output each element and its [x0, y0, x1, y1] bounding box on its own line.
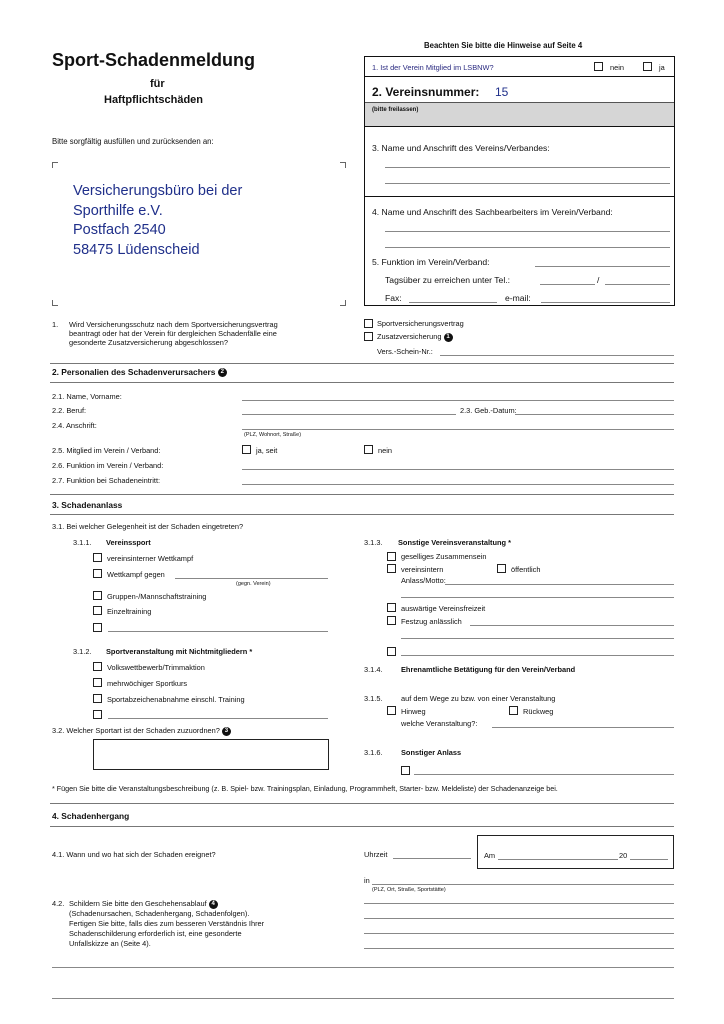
narrative-field-line-1[interactable]: [364, 903, 674, 904]
narrative-field-line-2[interactable]: [364, 918, 674, 919]
section-2-top-rule: [50, 363, 674, 364]
narrative-line-4: Schadenschilderung erforderlich ist, eine gesonderte: [69, 929, 242, 938]
birthdate-label: 2.3. Geb.-Datum:: [460, 406, 517, 415]
clerk-label: 4. Name und Anschrift des Sachbearbeiters im Verein/Verband:: [372, 207, 613, 217]
section-4-top-rule: [50, 803, 674, 804]
sport-badge-label: Sportabzeichenabnahme einschl. Training: [107, 695, 245, 704]
club-trip-label: auswärtige Vereinsfreizeit: [401, 604, 486, 613]
q1-row: [365, 57, 674, 77]
club-number-value: 15: [495, 85, 509, 99]
social-checkbox[interactable]: [387, 552, 396, 561]
parade-line: [470, 625, 674, 626]
s316-title: Sonstiger Anlass: [401, 748, 462, 757]
section-4-title: 4. Schadenhergang: [52, 811, 130, 821]
club-intern-label: vereinsintern: [401, 565, 444, 574]
public-label: öffentlich: [511, 565, 541, 574]
sport-type-text: 3.2. Welcher Sportart ist der Schaden zuzuordnen?: [52, 726, 220, 735]
s312-title: Sportveranstaltung mit Nichtmitgliedern *: [106, 647, 253, 656]
year-line: [630, 859, 668, 860]
which-event-line: [492, 727, 674, 728]
function-label: 5. Funktion im Verein/Verband:: [372, 257, 490, 267]
address-label: 2.4. Anschrift:: [52, 421, 97, 430]
team-training-checkbox[interactable]: [93, 591, 102, 600]
date-on-label: Am: [484, 851, 496, 860]
club-number-label: 2. Vereinsnummer:: [372, 85, 480, 99]
way-out-label: Hinweg: [401, 707, 426, 716]
narrative-line-2: (Schadenursachen, Schadenhergang, Schadenfolgen).: [69, 909, 250, 918]
parade-line-2: [401, 638, 674, 639]
extra-insurance-checkbox[interactable]: [364, 332, 373, 341]
opponent-note: (gegn. Verein): [236, 581, 271, 587]
s316-num: 3.1.6.: [364, 748, 383, 757]
address-corner-tr: [340, 162, 346, 168]
s311-other-checkbox[interactable]: [93, 623, 102, 632]
s313-title: Sonstige Vereinsveranstaltung *: [398, 538, 511, 547]
address-corner-bl: [52, 300, 58, 306]
date-line: [498, 859, 618, 860]
s313-num: 3.1.3.: [364, 538, 383, 547]
q1-no-label: nein: [610, 63, 624, 72]
sport-contract-checkbox[interactable]: [364, 319, 373, 328]
section-2-title: [52, 367, 227, 377]
s313-other-line: [401, 655, 674, 656]
q1-question: 1. Ist der Verein Mitglied im LSBNW?: [372, 63, 494, 72]
phone-slash: /: [597, 275, 600, 285]
opponent-line: [175, 578, 328, 579]
club-number-row: [365, 77, 674, 127]
extra-insurance-label: [377, 332, 453, 342]
profession-line: [242, 414, 456, 415]
narrative-field-line-3[interactable]: [364, 933, 674, 934]
competition-against-label: Wettkampf gegen: [107, 570, 165, 579]
phone-line-2: [605, 284, 670, 285]
which-event-label: welche Veranstaltung?:: [401, 719, 478, 728]
parade-label: Festzug anlässlich: [401, 617, 462, 626]
policy-line: [440, 355, 674, 356]
parade-checkbox[interactable]: [387, 616, 396, 625]
club-internal-label: vereinsinterner Wettkampf: [107, 554, 194, 563]
fax-line: [409, 302, 497, 303]
s311-title: Vereinssport: [106, 538, 151, 547]
motto-line-2: [401, 597, 674, 598]
clerk-line-1: [385, 231, 670, 232]
email-line: [541, 302, 670, 303]
section-2-title-text: 2. Personalien des Schadenverursachers: [52, 367, 216, 377]
single-training-label: Einzeltraining: [107, 607, 152, 616]
s313-other-checkbox[interactable]: [387, 647, 396, 656]
s316-line: [414, 774, 674, 775]
fax-label: Fax:: [385, 293, 402, 303]
note-4-icon: 4: [209, 900, 218, 909]
narrative-text-1: Schildern Sie bitte den Geschehensablauf: [69, 899, 207, 908]
section-3-bottom-rule: [50, 514, 674, 515]
function-line: [535, 266, 670, 267]
member-no-label: nein: [378, 446, 392, 455]
narrative-line-1: [69, 899, 218, 909]
s314-num: 3.1.4.: [364, 665, 383, 674]
insurance-q-2: beantragt oder hat der Verein für dergleichen Schadenfälle eine: [69, 329, 277, 338]
q1-yes-label: ja: [659, 63, 665, 72]
motto-line: [445, 584, 674, 585]
way-out-checkbox[interactable]: [387, 706, 396, 715]
policy-label: Vers.-Schein-Nr.:: [377, 347, 433, 356]
date-year-label: 20: [619, 851, 628, 860]
note-3-icon: 3: [222, 727, 231, 736]
email-label: e-mail:: [505, 293, 531, 303]
s311-other-line: [108, 631, 328, 632]
trim-action-label: Volkswettbewerb/Trimmaktion: [107, 663, 205, 672]
name-line: [242, 400, 674, 401]
narrative-line-3: Fertigen Sie bitte, falls dies zum besseren Verständnis Ihrer: [69, 919, 265, 928]
club-intern-checkbox[interactable]: [387, 564, 396, 573]
s316-checkbox[interactable]: [401, 766, 410, 775]
trim-action-checkbox[interactable]: [93, 662, 102, 671]
note-2-icon: 2: [218, 368, 227, 377]
clerk-line-2: [385, 247, 670, 248]
time-label: Uhrzeit: [364, 850, 388, 859]
section-4-bottom-rule: [50, 826, 674, 827]
s312-other-line: [108, 718, 328, 719]
club-function-label: 2.6. Funktion im Verein / Verband:: [52, 461, 164, 470]
sport-type-question: [52, 726, 231, 736]
club-name-label: 3. Name und Anschrift des Vereins/Verbandes:: [372, 143, 550, 153]
clerk-row: [365, 197, 674, 307]
phone-line-1: [540, 284, 595, 285]
club-name-line-1: [385, 167, 670, 168]
form-subtitle-for: für: [150, 78, 165, 90]
incident-function-line: [242, 484, 674, 485]
form-subtitle: Haftpflichtschäden: [104, 94, 204, 106]
when-where-label: 4.1. Wann und wo hat sich der Schaden ereignet?: [52, 850, 216, 859]
recipient-address: [73, 182, 242, 260]
extra-insurance-text: Zusatzversicherung: [377, 332, 442, 341]
competition-against-checkbox[interactable]: [93, 569, 102, 578]
s312-num: 3.1.2.: [73, 647, 92, 656]
narrative-num: 4.2.: [52, 899, 65, 908]
section-3-top-rule: [50, 494, 674, 495]
address-note: (PLZ, Wohnort, Straße): [244, 432, 302, 438]
member-no-checkbox[interactable]: [364, 445, 373, 454]
single-training-checkbox[interactable]: [93, 606, 102, 615]
date-box: [477, 835, 674, 869]
address-line: [242, 429, 674, 430]
member-yes-label: ja, seit: [256, 446, 278, 455]
motto-label: Anlass/Motto:: [401, 576, 446, 585]
insurance-q-1: Wird Versicherungsschutz nach dem Sportversicherungsvertrag: [69, 320, 278, 329]
member-yes-checkbox[interactable]: [242, 445, 251, 454]
name-label: 2.1. Name, Vorname:: [52, 392, 122, 401]
insurance-num: 1.: [52, 320, 59, 329]
place-line: [372, 884, 674, 885]
sport-badge-checkbox[interactable]: [93, 694, 102, 703]
club-function-line: [242, 469, 674, 470]
time-line: [393, 858, 471, 859]
incident-function-label: 2.7. Funktion bei Schadeneintritt:: [52, 476, 161, 485]
address-line-3: Postfach 2540: [73, 222, 166, 239]
public-checkbox[interactable]: [497, 564, 506, 573]
q1-no-checkbox[interactable]: [594, 62, 603, 71]
occasion-question: 3.1. Bei welcher Gelegenheit ist der Schaden eingetreten?: [52, 522, 244, 531]
birthdate-line: [515, 414, 674, 415]
narrative-field-line-6[interactable]: [52, 998, 674, 999]
form-title: Sport-Schadenmeldung: [52, 50, 256, 70]
club-number-note: (bitte freilassen): [372, 107, 419, 113]
address-line-2: Sporthilfe e.V.: [73, 202, 163, 219]
note-1-icon: 1: [444, 333, 453, 342]
address-line-1: Versicherungsbüro bei der: [73, 183, 243, 199]
sport-contract-label: Sportversicherungsvertrag: [377, 319, 464, 328]
address-line-4: 58475 Lüdenscheid: [73, 241, 200, 258]
club-name-line-2: [385, 183, 670, 184]
s315-title: auf dem Wege zu bzw. von einer Veranstaltung: [401, 694, 556, 703]
insurance-q-3: gesonderte Zusatzversicherung abgeschlossen?: [69, 338, 228, 347]
club-name-row: [365, 127, 674, 197]
club-trip-checkbox[interactable]: [387, 603, 396, 612]
sport-course-label: mehrwöchiger Sportkurs: [107, 679, 188, 688]
social-label: geselliges Zusammensein: [401, 552, 487, 561]
s312-other-checkbox[interactable]: [93, 710, 102, 719]
section-3-title: 3. Schadenanlass: [52, 500, 123, 510]
profession-label: 2.2. Beruf:: [52, 406, 87, 415]
s311-num: 3.1.1.: [73, 538, 92, 547]
section-2-bottom-rule: [50, 382, 674, 383]
instruction-text: Bitte sorgfältig ausfüllen und zurücksenden an:: [52, 137, 214, 146]
narrative-field-line-4[interactable]: [364, 948, 674, 949]
hint-text: Beachten Sie bitte die Hinweise auf Seite 4: [424, 41, 583, 50]
phone-label: Tagsüber zu erreichen unter Tel.:: [385, 275, 510, 285]
club-internal-checkbox[interactable]: [93, 553, 102, 562]
s315-num: 3.1.5.: [364, 694, 383, 703]
club-info-box: [364, 56, 675, 306]
way-back-label: Rückweg: [523, 707, 554, 716]
narrative-line-5: Unfallskizze an (Seite 4).: [69, 939, 151, 948]
team-training-label: Gruppen-/Mannschaftstraining: [107, 592, 207, 601]
narrative-field-line-5[interactable]: [52, 967, 674, 968]
sport-type-field[interactable]: [93, 739, 329, 770]
footnote: * Fügen Sie bitte die Veranstaltungsbeschreibung (z. B. Spiel- bzw. Trainingsplan, Einladung, Programmheft, Starter- bzw. Meldeliste) der Schadenanzeige bei.: [52, 784, 558, 793]
way-back-checkbox[interactable]: [509, 706, 518, 715]
member-label: 2.5. Mitglied im Verein / Verband:: [52, 446, 161, 455]
address-corner-tl: [52, 162, 58, 168]
address-corner-br: [340, 300, 346, 306]
place-in-label: in: [364, 876, 370, 885]
place-note: (PLZ, Ort, Straße, Sportstätte): [372, 887, 446, 893]
s314-title: Ehrenamtliche Betätigung für den Verein/Verband: [401, 665, 576, 674]
sport-course-checkbox[interactable]: [93, 678, 102, 687]
q1-yes-checkbox[interactable]: [643, 62, 652, 71]
